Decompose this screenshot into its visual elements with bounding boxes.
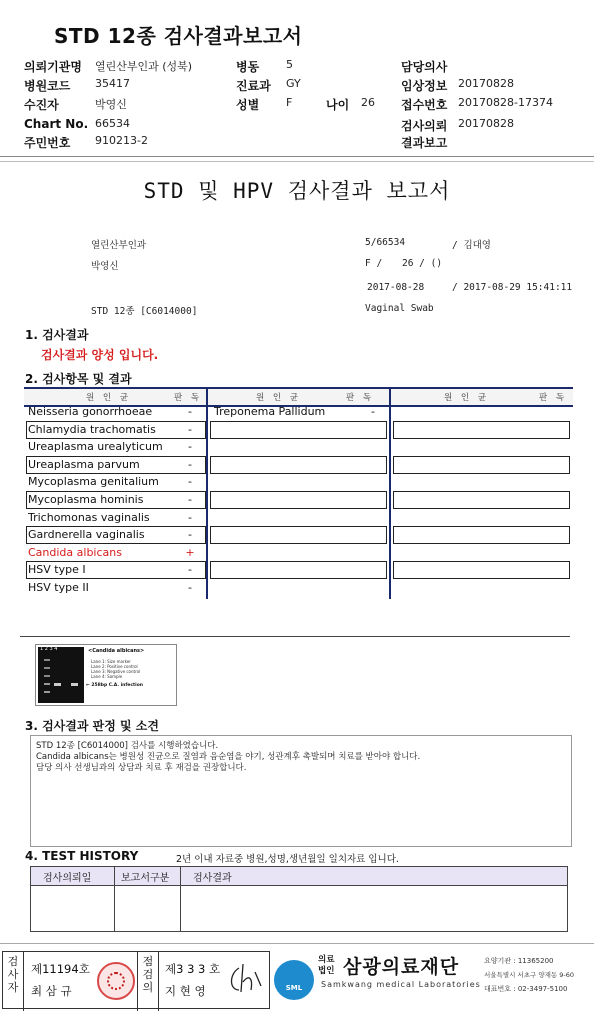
- test-name: Mycoplasma hominis: [28, 493, 144, 506]
- logo-text: SML: [285, 984, 303, 992]
- test-result: -: [188, 581, 192, 594]
- gel-legend-item: Lane 4: Sample: [91, 674, 123, 679]
- history-note: 2년 이내 자료중 병원,성명,생년월일 일치자료 입니다.: [176, 854, 399, 865]
- gel-legend: [91, 659, 140, 679]
- table-bottom-rule: [20, 636, 570, 637]
- test-result: -: [188, 405, 192, 418]
- test-name: Ureaplasma parvum: [28, 457, 140, 471]
- col-result-2: 판 독: [346, 393, 375, 403]
- test-name: Candida albicans: [28, 545, 122, 559]
- section-1-title: 1. 검사결과: [25, 328, 89, 342]
- header-value: 35417: [95, 77, 130, 90]
- header-label: 성별: [236, 98, 260, 112]
- test-result: -: [188, 493, 192, 506]
- column-divider-2: [389, 387, 391, 599]
- gel-lanes: 1 2 3 4: [40, 646, 58, 652]
- footer-divider: [0, 943, 594, 944]
- test-name: Ureaplasma urealyticum: [28, 440, 163, 454]
- header-value: GY: [286, 77, 301, 90]
- row-box: [26, 491, 206, 509]
- tester-name: 최 삼 규: [31, 984, 72, 998]
- header-label: 진료과: [236, 79, 271, 93]
- col-pathogen-3: 원 인 균: [444, 393, 490, 403]
- header-label: 수진자: [24, 98, 59, 112]
- overall-result: 검사결과 양성 입니다.: [41, 348, 159, 362]
- sml-logo-icon: [274, 960, 314, 1000]
- history-table: [30, 866, 568, 932]
- comment-line-1: STD 12종 [C6014000] 검사를 시행하였습니다.: [36, 741, 219, 751]
- test-result-treponema: -: [371, 405, 375, 418]
- test-code: STD 12종 [C6014000]: [91, 306, 198, 317]
- header-label: 담당의사: [401, 60, 448, 74]
- header-value: 20170828: [458, 117, 514, 130]
- tester-label: 검사자: [3, 952, 24, 1011]
- results-table-header: [24, 387, 573, 407]
- gel-image: [35, 644, 177, 706]
- test-result: -: [188, 510, 192, 524]
- test-result: -: [188, 528, 192, 542]
- test-name: Neisseria gonorrhoeae: [28, 405, 153, 418]
- gel-legend-item: Lane 2: Positive control: [91, 664, 138, 669]
- checker-label: 점검의: [137, 952, 159, 1011]
- header-value: 66534: [95, 117, 130, 130]
- report-title: STD 및 HPV 검사결과 보고서: [143, 179, 451, 203]
- col-result-1: 판 독: [174, 393, 203, 403]
- test-result: -: [188, 563, 192, 577]
- doctor-name: / 김대영: [452, 240, 491, 251]
- row-box: [26, 421, 206, 439]
- empty-result-box: [210, 491, 387, 509]
- received-date: 2017-08-28: [367, 282, 425, 293]
- org-prefix: 의료법인: [318, 955, 335, 976]
- header-value: F: [286, 96, 293, 109]
- history-header-row: [31, 867, 568, 886]
- col-result-3: 판 독: [539, 393, 568, 403]
- empty-result-box: [393, 561, 570, 579]
- comment-line-3: 담당 의사 선생님과의 상담과 치료 후 재검을 권장합니다.: [36, 763, 247, 773]
- section-2-title: 2. 검사항목 및 결과: [25, 372, 132, 386]
- empty-result-box: [210, 526, 387, 544]
- empty-result-box: [393, 491, 570, 509]
- header-value: 20170828-17374: [458, 96, 553, 109]
- hospital-name: 열린산부인과: [91, 240, 147, 251]
- signature-panel: [2, 951, 270, 1009]
- header-divider: [0, 156, 594, 157]
- header-label: 임상정보: [401, 79, 448, 93]
- header-value: 910213-2: [95, 134, 148, 147]
- patient-name: 박영신: [91, 261, 119, 272]
- empty-result-box: [393, 526, 570, 544]
- test-name: HSV type I: [28, 563, 86, 577]
- gel-legend-item: Lane 3: Negative control: [91, 669, 141, 674]
- section-4-title: 4. TEST HISTORY: [25, 849, 139, 863]
- patient-age: 26 / (): [402, 258, 443, 269]
- test-name: HSV type II: [28, 581, 89, 594]
- header-label: 주민번호: [24, 136, 71, 150]
- header-label: 의뢰기관명: [24, 60, 82, 74]
- tester-seal: [97, 962, 135, 1000]
- test-name-treponema: Treponema Pallidum: [214, 405, 326, 418]
- history-col-type: 보고서구분: [115, 867, 181, 886]
- test-name: Trichomonas vaginalis: [28, 510, 150, 524]
- checker-signature: [225, 960, 265, 998]
- history-col-date: 검사의뢰일: [31, 867, 115, 886]
- header-label: Chart No.: [24, 117, 89, 131]
- gel-caption: <Candida albicans>: [88, 648, 145, 654]
- test-result: +: [185, 545, 195, 559]
- history-col-result: 검사결과: [181, 867, 568, 886]
- header-divider-2: [0, 161, 594, 162]
- test-result: -: [188, 475, 192, 489]
- org-english-name: Samkwang medical Laboratories: [321, 980, 481, 989]
- test-result: -: [188, 457, 192, 471]
- test-name: Mycoplasma genitalium: [28, 475, 159, 489]
- test-result: -: [188, 440, 192, 454]
- reported-date: / 2017-08-29 15:41:11: [452, 282, 573, 293]
- header-label: 접수번호: [401, 98, 448, 112]
- header-label: 병동: [236, 60, 260, 74]
- empty-result-box: [210, 456, 387, 474]
- header-label: 병원코드: [24, 79, 71, 93]
- col-pathogen-1: 원 인 균: [86, 393, 132, 403]
- header-value: 26: [361, 96, 375, 109]
- header-label: 나이: [326, 98, 350, 112]
- specimen: Vaginal Swab: [365, 303, 434, 314]
- test-name: Gardnerella vaginalis: [28, 528, 145, 542]
- header-label: 결과보고: [401, 136, 448, 150]
- header-value: 5: [286, 58, 293, 71]
- col-pathogen-2: 원 인 균: [256, 393, 302, 403]
- patient-sex: F /: [365, 258, 383, 269]
- gel-band-label: ← 258bp C.A. infection: [86, 683, 144, 688]
- gel-legend-item: Lane 1: Size marker: [91, 659, 131, 664]
- empty-result-box: [393, 456, 570, 474]
- org-name: 삼광의료재단: [343, 956, 460, 978]
- checker-name: 지 현 영: [165, 984, 206, 998]
- empty-result-box: [393, 421, 570, 439]
- interpretation-box: [30, 735, 572, 847]
- checker-license: 제3 3 3 호: [165, 962, 221, 976]
- comment-line-2: Candida albicans는 병원성 진균으로 질염과 음순염을 야기, 성관계후 촉발되며 치료를 받아야 합니다.: [36, 752, 421, 762]
- ward-chart: 5/66534: [365, 237, 406, 248]
- column-divider-1: [206, 387, 208, 599]
- row-box: [26, 561, 206, 579]
- tester-license: 제11194호: [31, 962, 90, 976]
- empty-result-box: [210, 421, 387, 439]
- history-row: [31, 886, 568, 932]
- row-box: [26, 456, 206, 474]
- org-license: 요양기관 : 11365200: [484, 957, 554, 965]
- header-value: 열린산부인과 (성북): [95, 60, 193, 73]
- test-result: -: [188, 422, 192, 436]
- report-header-title: STD 12종 검사결과보고서: [54, 24, 303, 48]
- section-3-title: 3. 검사결과 판정 및 소견: [25, 719, 159, 733]
- header-value: 박영신: [95, 98, 127, 111]
- row-box: [26, 526, 206, 544]
- header-label: 검사의뢰: [401, 119, 448, 133]
- test-name: Chlamydia trachomatis: [28, 422, 156, 436]
- empty-result-box: [210, 561, 387, 579]
- header-value: 20170828: [458, 77, 514, 90]
- org-address: 서울특별시 서초구 양재동 9-60: [484, 971, 575, 979]
- org-phone: 대표번호 : 02-3497-5100: [484, 985, 568, 993]
